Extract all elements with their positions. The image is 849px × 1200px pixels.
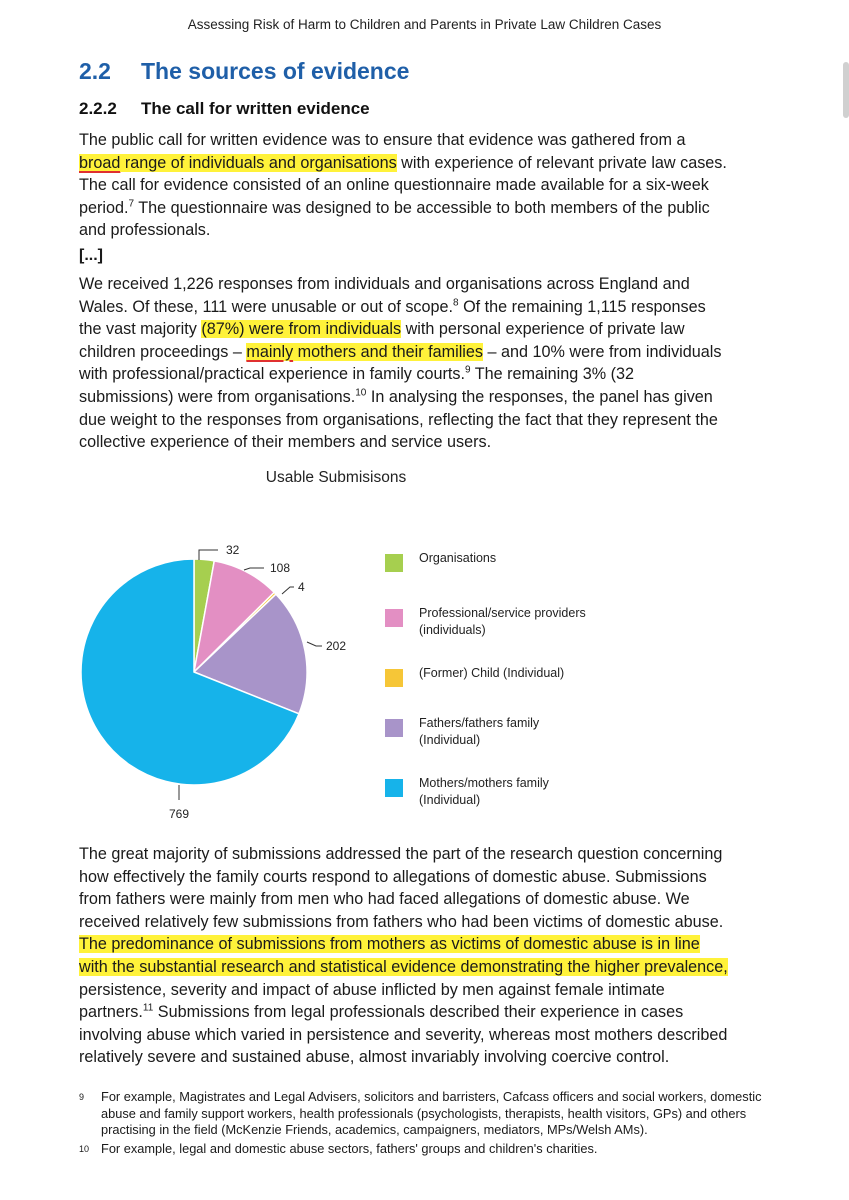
subsection-number: 2.2.2: [79, 99, 117, 118]
text-line: [79, 933, 779, 956]
highlight: The predominance of submissions from mothers as victims of domestic abuse is in line: [79, 935, 700, 954]
text-line: persistence, severity and impact of abuse inflicted by men against female intimate: [79, 980, 665, 999]
legend-label: Professional/service providers (individuals): [419, 606, 586, 637]
text-span: – and 10% were from individuals: [483, 342, 722, 361]
legend-swatch: [385, 719, 403, 737]
highlight-underline: mainly: [246, 342, 294, 361]
omission-marker: [...]: [79, 247, 103, 264]
text-span: In analysing the responses, the panel has given: [366, 387, 713, 406]
leader-line: [244, 568, 264, 570]
footnote-text: For example, legal and domestic abuse sectors, fathers' groups and children's charities.: [101, 1140, 598, 1156]
text-line: [79, 197, 779, 220]
text-span: Submissions from legal professionals described their experience in cases: [153, 1003, 684, 1022]
leader-line: [282, 587, 294, 594]
text-span: the vast majority: [79, 320, 202, 339]
chart-title: Usable Submisisons: [265, 469, 407, 486]
text-line: The great majority of submissions addressed the part of the research question concerning: [79, 845, 723, 863]
footnote-number: 9: [79, 1092, 85, 1102]
text-line: [79, 341, 779, 364]
text-line: received relatively few submissions from fathers who had been victims of domestic abuse.: [79, 912, 724, 931]
text-line: [79, 296, 779, 319]
text-line: [79, 363, 779, 386]
section-title: The sources of evidence: [141, 58, 410, 84]
text-span: period.: [79, 198, 129, 217]
text-span: children proceedings –: [79, 342, 247, 361]
text-span: The remaining 3% (32: [470, 365, 635, 384]
pie-chart: [0, 530, 380, 830]
legend-label: Mothers/mothers family (Individual): [419, 776, 549, 807]
footnotes: [79, 1089, 779, 1157]
paragraph-call-for-evidence: [79, 129, 779, 242]
subsection-heading: [79, 99, 370, 119]
text-span: with professional/practical experience in family courts.: [79, 365, 465, 384]
data-label-mothers: 769: [168, 807, 190, 821]
text-line: The public call for written evidence was to ensure that evidence was gathered from a: [79, 131, 686, 149]
text-span: Wales. Of these, 111 were unusable or out of scope.: [79, 297, 454, 316]
footnote-number: 10: [79, 1143, 90, 1154]
legend-swatch: [385, 609, 403, 627]
text-line: from fathers were mainly from men who had faced allegations of domestic abuse. We: [79, 890, 690, 909]
text-span: partners.: [79, 1003, 143, 1022]
text-line: [79, 1001, 779, 1024]
leader-line: [199, 550, 218, 560]
text-line: [79, 152, 779, 175]
legend-label: (Former) Child (Individual): [419, 666, 565, 680]
text-line: how effectively the family courts respond to allegations of domestic abuse. Submissions: [79, 867, 707, 886]
highlight: with the substantial research and statistical evidence demonstrating the higher prevalence,: [79, 957, 728, 976]
text-span: Of the remaining 1,115 responses: [458, 297, 706, 316]
legend-label: Organisations: [419, 551, 497, 565]
text-span: with experience of relevant private law cases.: [396, 153, 727, 172]
data-label-fathers: 202: [326, 639, 347, 653]
subsection-title: The call for written evidence: [141, 99, 370, 118]
paragraph-responses: [79, 273, 779, 454]
text-line: relatively severe and sustained abuse, almost invariably involving coercive control.: [79, 1048, 670, 1067]
text-span: The questionnaire was designed to be accessible to both members of the public: [134, 198, 710, 217]
highlight: range of individuals and organisations: [120, 153, 397, 172]
section-heading: [79, 58, 409, 85]
footnote-ref[interactable]: 8: [453, 297, 459, 309]
footnote-ref[interactable]: 11: [142, 1002, 154, 1014]
scrollbar-thumb[interactable]: [843, 62, 849, 118]
text-line: We received 1,226 responses from individuals and organisations across England and: [79, 275, 690, 293]
highlight: (87%) were from individuals: [201, 320, 402, 339]
data-label-former-child: 4: [298, 580, 305, 594]
highlight: mothers and their families: [293, 342, 484, 361]
legend-swatch: [385, 669, 403, 687]
text-line: The call for evidence consisted of an online questionnaire made available for a six-week: [79, 176, 709, 195]
paragraph-submissions: [79, 843, 779, 1069]
footnote-text: For example, Magistrates and Legal Advisers, solicitors and barristers, Cafcass officers and social workers, domestic abuse and family support workers, health professionals (psychologists, therapists, health visitors, GPs) and others practising in the field (McKenzie Friends, academics, campaigners, mediators, MPs/Welsh AMs).: [101, 1089, 762, 1137]
text-span: submissions) were from organisations.: [79, 387, 356, 406]
highlight-underline: broad: [79, 153, 121, 172]
legend-swatch: [385, 779, 403, 797]
text-line: involving abuse which varied in persistence and severity, whereas most mothers described: [79, 1025, 728, 1044]
footnote-ref[interactable]: 10: [355, 387, 367, 399]
text-line: [79, 386, 779, 409]
text-line: and professionals.: [79, 221, 211, 240]
text-line: [79, 318, 779, 341]
legend-swatch: [385, 554, 403, 572]
text-span: with personal experience of private law: [401, 320, 685, 339]
footnote: [79, 1141, 779, 1158]
section-number: 2.2: [79, 58, 111, 84]
leader-line: [307, 642, 322, 646]
footnote-ref[interactable]: 7: [128, 198, 135, 210]
footnote: [79, 1089, 779, 1139]
text-line: collective experience of their members and service users.: [79, 433, 492, 452]
legend-label: Fathers/fathers family (Individual): [419, 716, 540, 747]
data-label-professionals: 108: [270, 561, 291, 575]
running-header: Assessing Risk of Harm to Children and Parents in Private Law Children Cases: [187, 17, 662, 32]
data-label-organisations: 32: [226, 543, 240, 557]
text-line: due weight to the responses from organisations, reflecting the fact that they represent the: [79, 410, 718, 429]
text-line: [79, 956, 779, 979]
footnote-ref[interactable]: 9: [464, 364, 471, 376]
